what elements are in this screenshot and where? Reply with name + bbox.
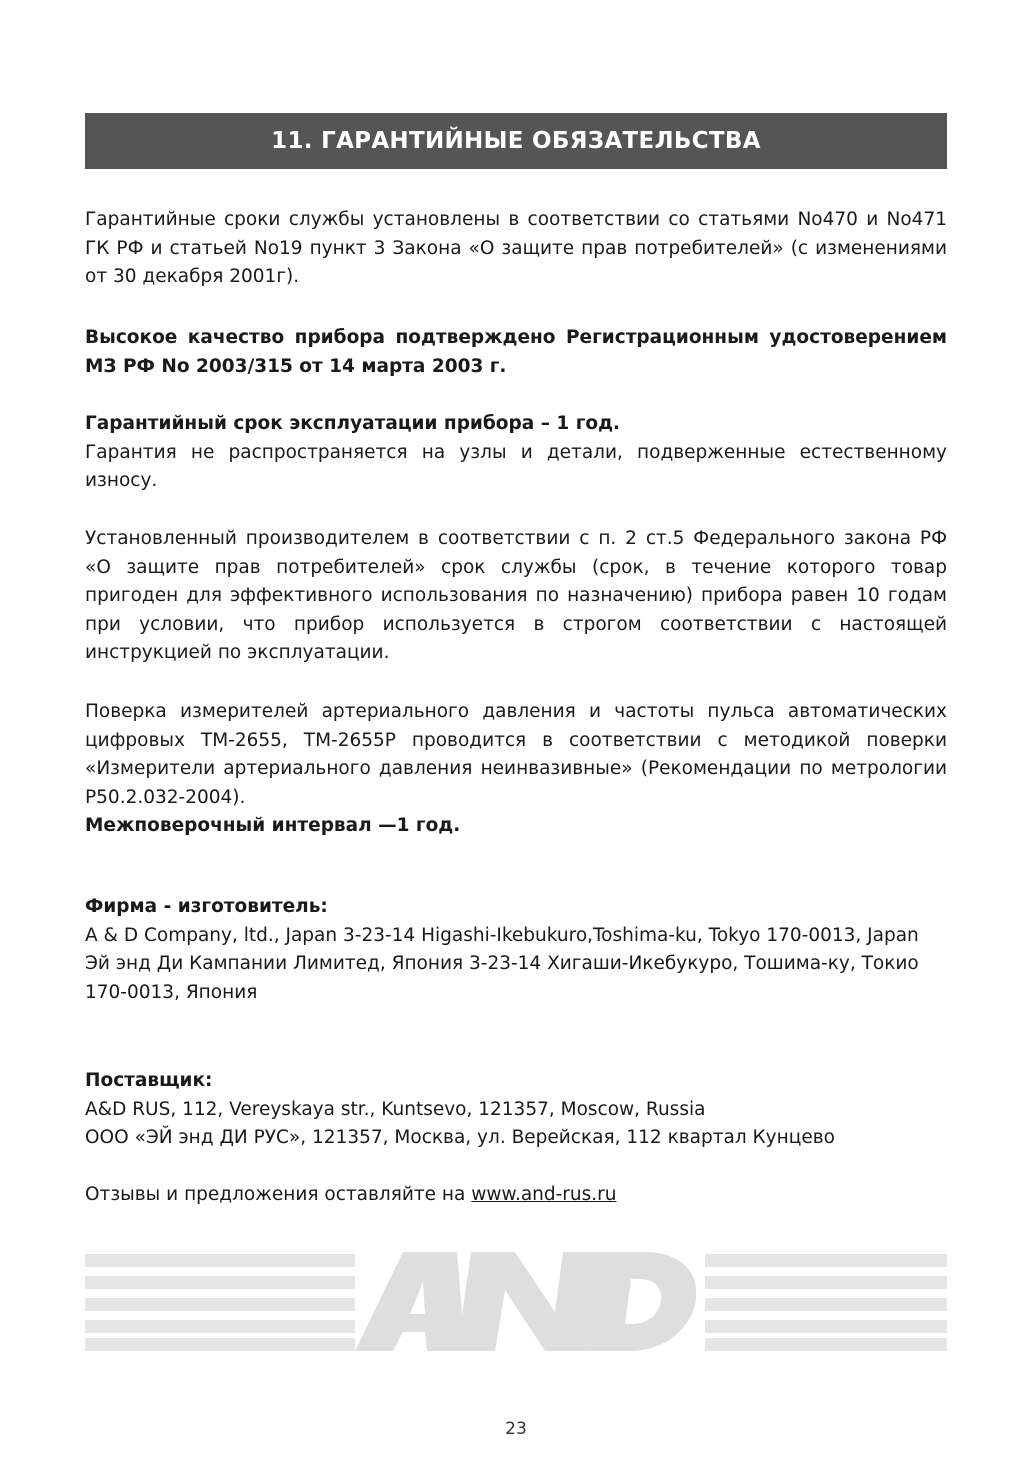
right-stripe-2 (705, 1276, 947, 1289)
right-stripe-4 (705, 1320, 947, 1333)
left-stripe-2 (85, 1276, 355, 1289)
feedback-paragraph (85, 1181, 947, 1210)
section-title: 11. ГАРАНТИЙНЫЕ ОБЯЗАТЕЛЬСТВА (271, 128, 761, 154)
verification-text: Поверка измерителей артериального давления и частоты пульса автоматических цифровых ТМ-2655, ТМ-2655Р проводится в соответствии с методикой поверки «Измерители артериального давления неинвазивные» (Рекомендации по метрологии Р50.2.032-2004). (85, 701, 947, 808)
service-life-text: Установленный производителем в соответствии с п. 2 ст.5 Федерального закона РФ «О защите прав потребителей» срок службы (срок, в течение которого товар пригоден для эффективного использования по назначению) прибора равен 10 годам при условии, что прибор используется в строгом соответствии с настоящей инструкцией по эксплуатации. (85, 528, 947, 664)
verification-interval: Межповерочный интервал —1 год. (85, 815, 461, 837)
warranty-terms-text: Гарантийные сроки службы установлены в соответствии со статьями No470 и No471 ГК РФ и статьей No19 пункт 3 Закона «О защите прав потребителей» (с изменениями от 30 декабря 2001г). (85, 209, 947, 288)
logo-letters (355, 1252, 696, 1351)
supplier-section (85, 1067, 947, 1153)
supplier-heading: Поставщик: (85, 1070, 213, 1091)
website-link[interactable]: www.and-rus.ru (471, 1184, 617, 1205)
quality-paragraph (85, 324, 947, 381)
and-logo (85, 1252, 947, 1352)
left-stripe-3 (85, 1298, 355, 1311)
left-stripe-1 (85, 1254, 355, 1267)
feedback-line (85, 1181, 947, 1210)
warranty-period-text: Гарантия не распространяется на узлы и детали, подверженные естественному износу. (85, 441, 947, 492)
right-stripe-1 (705, 1254, 947, 1267)
warranty-period-heading: Гарантийный срок эксплуатации прибора – 1 год. (85, 413, 621, 434)
left-stripe-5 (85, 1338, 355, 1351)
manufacturer-address-ru: Эй энд Ди Кампании Лимитед, Япония 3-23-14 Хигаши-Икебукуро, Тошима-ку, Токио 170-0013, Япония (85, 953, 919, 1003)
feedback-text: Отзывы и предложения оставляйте на (85, 1184, 472, 1205)
warranty-terms-paragraph (85, 206, 947, 292)
service-life-paragraph (85, 525, 947, 668)
right-stripe-3 (705, 1298, 947, 1311)
logo-letter-d (585, 1252, 696, 1351)
logo-letter-n (457, 1252, 599, 1351)
verification-paragraph (85, 698, 947, 841)
section-title-bar (85, 113, 947, 169)
warranty-period-paragraph (85, 410, 947, 496)
right-stripe-5 (705, 1338, 947, 1351)
quality-text: Высокое качество прибора подтверждено Регистрационным удостоверением МЗ РФ No 2003/315 от 14 марта 2003 г. (85, 327, 947, 377)
manufacturer-address-en: A & D Company, ltd., Japan 3-23-14 Higashi-Ikebukuro,Toshima-ku, Tokyo 170-0013, Japan (85, 924, 919, 946)
manufacturer-heading: Фирма - изготовитель: (85, 896, 328, 917)
supplier-address-en: A&D RUS, 112, Vereyskaya str., Kuntsevo, 121357, Moscow, Russia (85, 1098, 706, 1120)
manufacturer-section (85, 893, 947, 1007)
page-number: 23 (505, 1419, 527, 1439)
left-stripe-4 (85, 1320, 355, 1333)
and-logo-banner (85, 1252, 947, 1352)
logo-letter-a (355, 1252, 465, 1351)
supplier-address-ru: ООО «ЭЙ энд ДИ РУС», 121357, Москва, ул. Верейская, 112 квартал Кунцево (85, 1127, 835, 1149)
